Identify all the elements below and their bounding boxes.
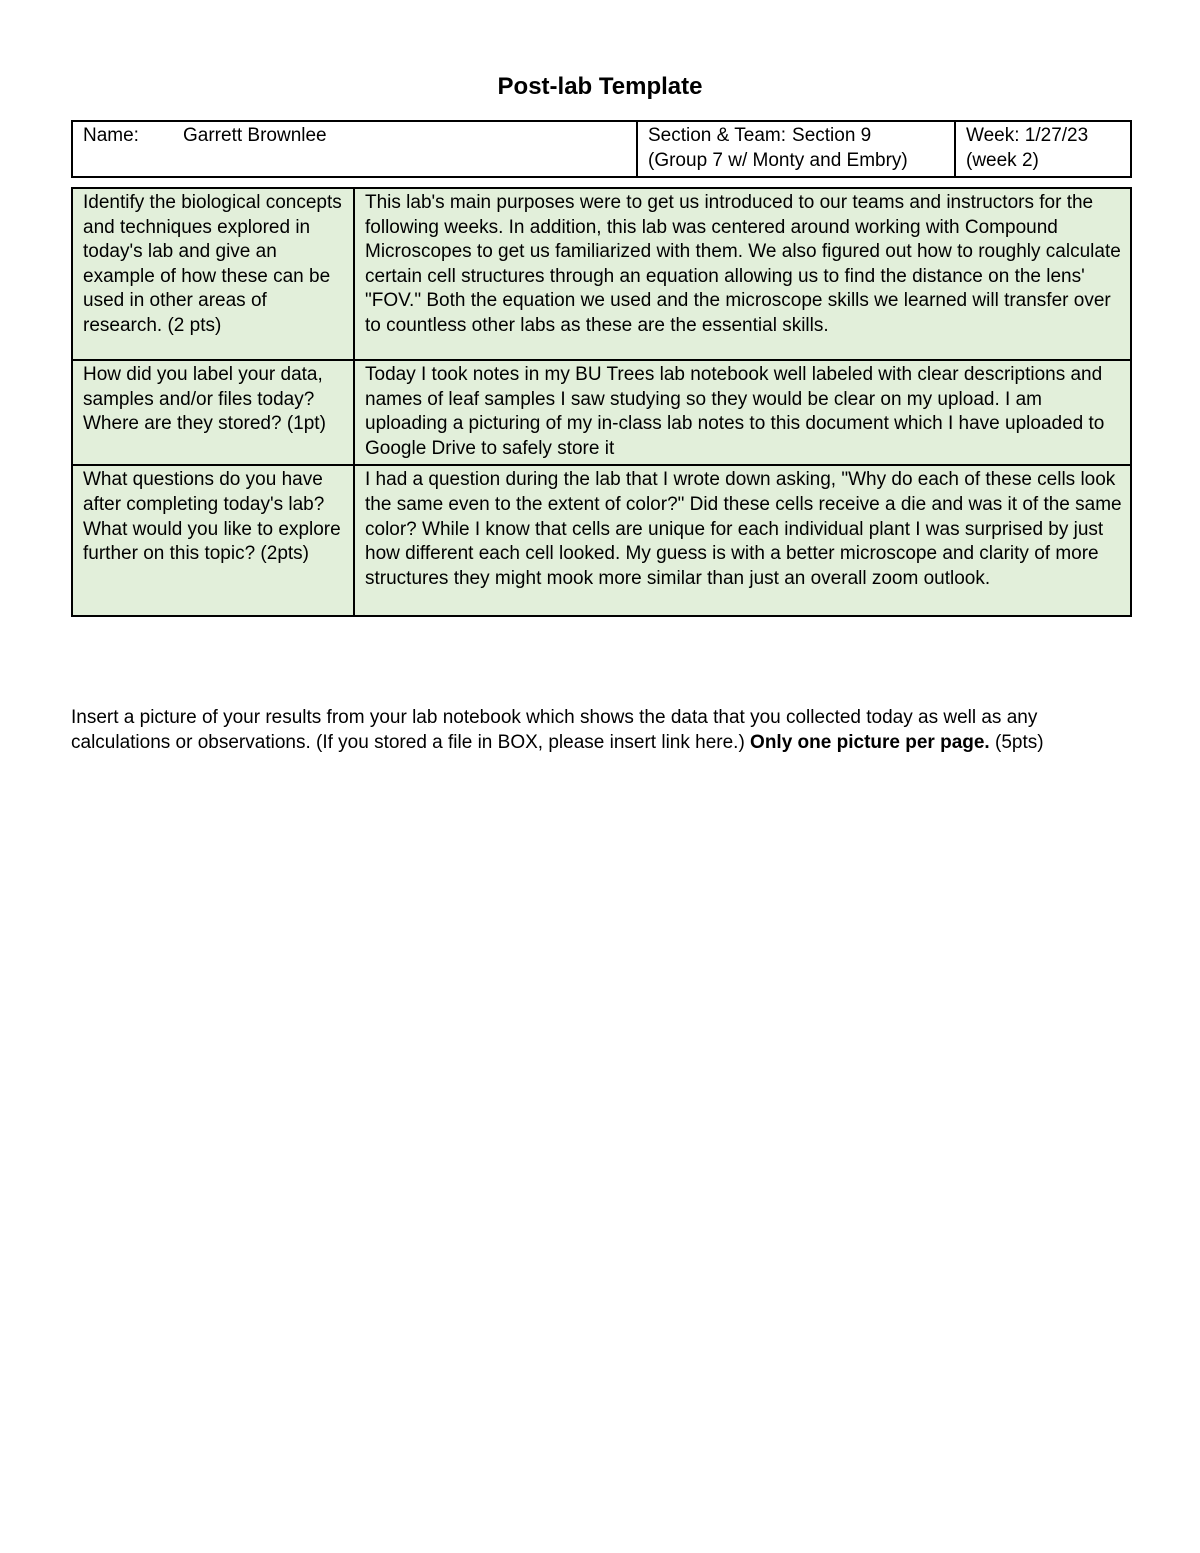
section-group: (Group 7 w/ Monty and Embry) — [648, 149, 908, 171]
qa-row — [72, 465, 1131, 616]
instructions-text: Insert a picture of your results from your lab notebook which shows the data that you collected today as well as any calculations or observations. (If you stored a file in BOX, please insert link here.) — [71, 707, 1038, 753]
answer-cell: Today I took notes in my BU Trees lab notebook well labeled with clear descriptions and names of leaf samples I saw studying so they would be clear on my upload. I am uploading a picturing of my in-class lab notes to this document which I have uploaded to Google Drive to safely store it — [354, 360, 1131, 465]
qa-row — [72, 188, 1131, 360]
week-cell — [955, 121, 1131, 177]
question-cell: How did you label your data, samples and/or files today? Where are they stored? (1pt) — [72, 360, 354, 465]
qa-table — [71, 187, 1132, 617]
answer-cell: I had a question during the lab that I wrote down asking, "Why do each of these cells look the same even to the extent of color?" Did these cells receive a die and was it of the same color? While I know that cells are unique for each individual plant I was surprised by just how different each cell looked. My guess is with a better microscope and clarity of more structures they might mook more similar than just an overall zoom outlook. — [354, 465, 1131, 616]
week-number: (week 2) — [966, 149, 1039, 171]
instructions-bold-text: Only one picture per page. — [750, 732, 990, 753]
instructions-points: (5pts) — [989, 732, 1044, 753]
question-cell: What questions do you have after completing today's lab? What would you like to explore further on this topic? (2pts) — [72, 465, 354, 616]
section-label: Section & Team: — [648, 125, 787, 146]
section-cell — [637, 121, 955, 177]
answer-cell: This lab's main purposes were to get us introduced to our teams and instructors for the following weeks. In addition, this lab was centered around working with Compound Microscopes to get us familiarized with them. We also figured out how to roughly calculate certain cell structures through an equation allowing us to find the distance on the lens' "FOV." Both the equation we used and the microscope skills we learned will transfer over to countless other labs as these are the essential skills. — [354, 188, 1131, 360]
section-value: Section 9 — [792, 125, 872, 146]
name-label: Name: — [83, 125, 139, 146]
header-row — [72, 121, 1131, 177]
header-table — [71, 120, 1132, 178]
question-cell: Identify the biological concepts and techniques explored in today's lab and give an example of how these can be used in other areas of research. (2 pts) — [72, 188, 354, 360]
page-title: Post-lab Template — [497, 73, 703, 100]
picture-instructions — [71, 705, 1133, 755]
qa-row — [72, 360, 1131, 465]
name-value: Garrett Brownlee — [183, 125, 327, 146]
week-date: Week: 1/27/23 — [966, 125, 1089, 146]
name-cell — [72, 121, 637, 177]
